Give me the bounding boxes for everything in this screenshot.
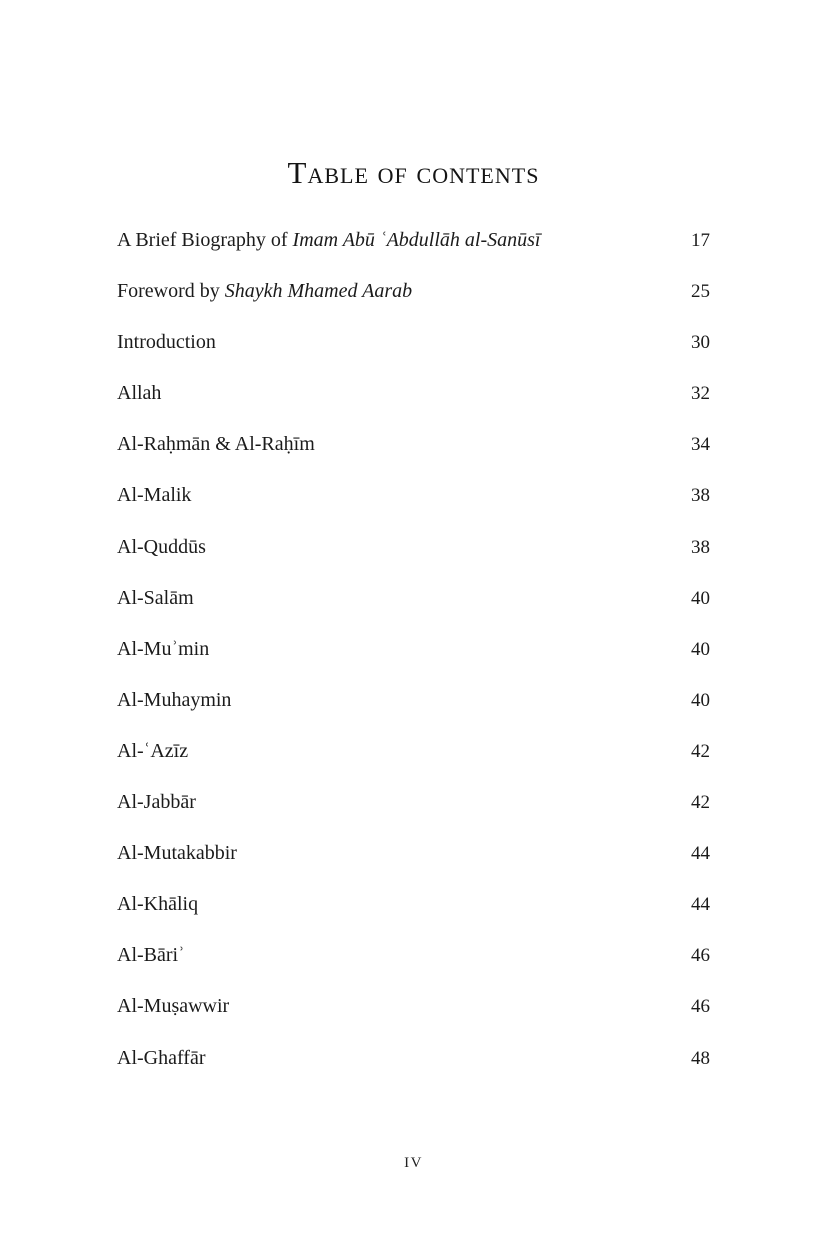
toc-entry-title — [117, 789, 196, 816]
toc-entry-italic-text: Shaykh Mhamed Aarab — [224, 280, 413, 303]
toc-entry-title — [117, 1045, 205, 1072]
toc-entry-page-number: 40 — [691, 587, 710, 609]
toc-entry-title — [117, 993, 229, 1020]
toc-entry-italic-text: Imam Abū ʿAbdullāh al-Sanūsī — [292, 229, 541, 251]
toc-entry-text: Foreword by — [117, 280, 225, 303]
toc-entry-page-number: 30 — [691, 332, 710, 354]
toc-entry — [117, 738, 710, 789]
toc-entry-text: Al-Bāriʾ — [117, 944, 185, 967]
toc-entry-text: Al-Mutakabbir — [117, 842, 237, 865]
toc-entry-page-number: 38 — [691, 536, 710, 558]
toc-entry-text: Al-ʿAzīz — [117, 739, 189, 762]
toc-entry-title — [117, 227, 540, 254]
toc-entry — [117, 1045, 710, 1096]
toc-entry — [117, 636, 710, 687]
toc-entry-page-number: 42 — [691, 740, 710, 762]
toc-entry-page-number: 40 — [691, 689, 710, 711]
toc-entry-text: Al-Muhaymin — [117, 688, 232, 711]
toc-entry — [117, 891, 710, 942]
toc-entry-title — [117, 636, 209, 663]
toc-entry-title — [117, 329, 216, 356]
toc-entry-text: Al-Salām — [117, 586, 194, 609]
toc-entry-title — [117, 278, 412, 305]
toc-entry-page-number: 38 — [691, 485, 710, 507]
toc-entry-title — [117, 585, 194, 612]
toc-entry — [117, 789, 710, 840]
toc-entry-text: Al-Jabbār — [117, 791, 196, 814]
toc-entry — [117, 585, 710, 636]
toc-entry-page-number: 42 — [691, 792, 710, 814]
toc-entry-text: Al-Raḥmān & Al-Raḥīm — [117, 433, 315, 456]
toc-entry — [117, 942, 710, 993]
toc-entry-page-number: 44 — [691, 843, 710, 865]
toc-entry — [117, 840, 710, 891]
toc-entry-title — [117, 380, 161, 407]
toc-entry-text: Al-Quddūs — [117, 535, 206, 558]
toc-entry-title — [117, 840, 237, 867]
toc-entry-text: Al-Khāliq — [117, 893, 199, 916]
toc-entry-title — [117, 687, 231, 714]
toc-entry-page-number: 48 — [691, 1047, 710, 1069]
toc-entry-text: Al-Muṣawwir — [117, 995, 230, 1018]
toc-entry-page-number: 46 — [691, 945, 710, 967]
folio-page-number: IV — [404, 1155, 423, 1171]
toc-entry — [117, 687, 710, 738]
toc-entry-page-number: 46 — [691, 996, 710, 1018]
toc-entry-title — [117, 482, 191, 509]
toc-entry-text: Allah — [117, 382, 162, 405]
toc-entry-text: A Brief Biography of — [117, 229, 293, 251]
toc-entry-title — [117, 942, 185, 969]
toc-entry-title — [117, 738, 188, 765]
toc-entry-page-number: 25 — [691, 281, 710, 303]
toc-entry-title — [117, 891, 198, 918]
toc-entry-page-number: 34 — [691, 434, 710, 456]
toc-entry — [117, 329, 710, 380]
toc-entry-text: Introduction — [117, 331, 216, 354]
toc-entry-title — [117, 534, 206, 561]
toc-entry-text: Al-Malik — [117, 484, 192, 507]
toc-entry-page-number: 17 — [691, 230, 710, 251]
toc-entry — [117, 993, 710, 1044]
toc-entry — [117, 482, 710, 533]
toc-entry — [117, 278, 710, 329]
toc-entry — [117, 431, 710, 482]
toc-entry — [117, 227, 710, 278]
toc-entry-title — [117, 431, 315, 458]
toc-entry-text: Al-Ghaffār — [117, 1046, 206, 1069]
toc-list — [117, 227, 710, 1096]
toc-entry-page-number: 44 — [691, 894, 710, 916]
toc-entry-page-number: 32 — [691, 383, 710, 405]
toc-entry-page-number: 40 — [691, 638, 710, 660]
toc-entry — [117, 380, 710, 431]
toc-entry — [117, 534, 710, 585]
page-title: Table of contents — [287, 155, 540, 190]
toc-entry-text: Al-Muʾmin — [117, 637, 210, 660]
